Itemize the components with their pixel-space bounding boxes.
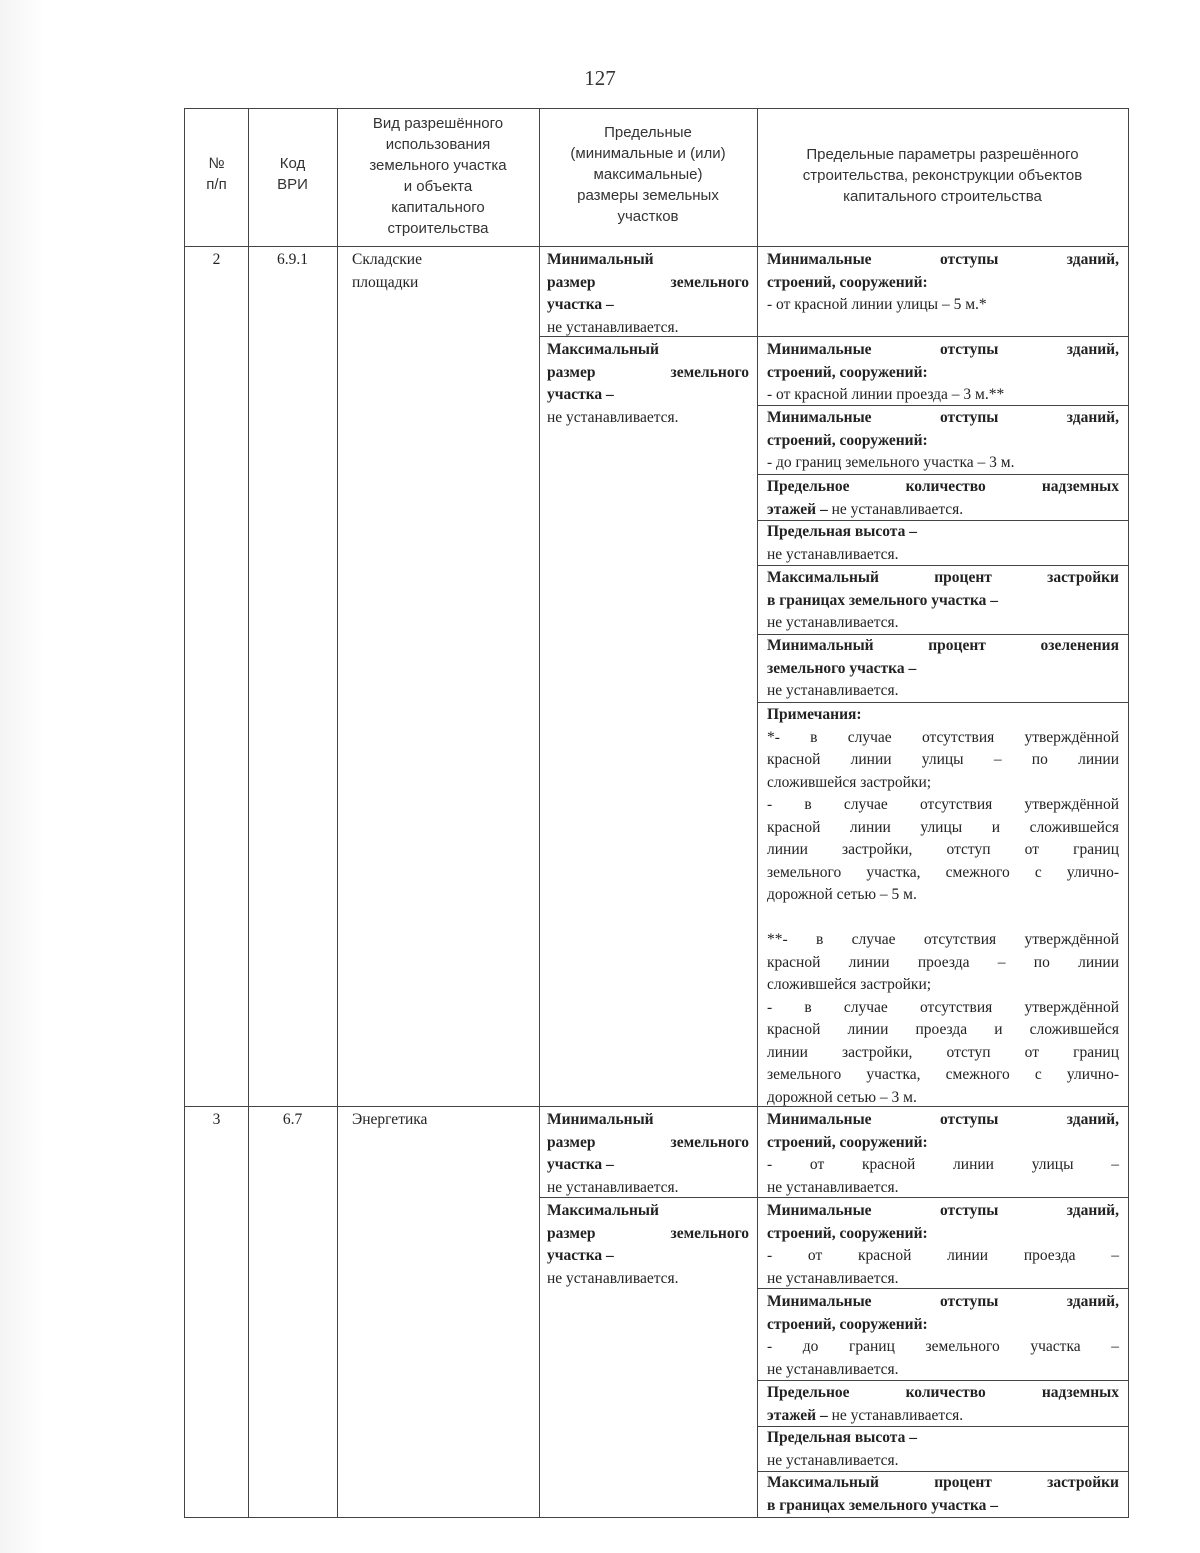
row-number: 3 <box>212 1111 221 1128</box>
header-type: Вид разрешённого использования земельного участка и объекта капитального строительства <box>369 115 507 237</box>
header-num: № п/п <box>206 155 227 193</box>
notes-cell: Примечания: *- в случае отсутствия утверждённой красной линии улицы – по линии сложившейся застройки; - в случае отсутствия утверждённой красной линии улицы и сложившейся линии застройки, отступ от границ земельного участка, смежного с улично- дорожной сетью – 5 м. **- в случае отсутствия утверждённой красной линии проезда – по линии сложившейся застройки; - в случае отсутствия утверждённой красной линии проезда и сложившейся линии застройки, отступ от границ земельного участка, смежного с улично- дорожной сетью – 3 м. <box>767 706 1119 1106</box>
size-cell-min: Минимальный размер земельного участка – не устанавливается. <box>547 251 749 336</box>
param-cell: Минимальные отступы зданий, строений, сооружений: - от красной линии улицы – не устанавливается. <box>767 1111 1119 1196</box>
column-divider <box>248 108 249 1518</box>
size-cell-max: Максимальный размер земельного участка – не устанавливается. <box>547 341 749 426</box>
column-divider <box>337 108 338 1518</box>
row-name: Складские площадки <box>352 251 422 291</box>
param-cell: Минимальные отступы зданий, строений, сооружений: - от красной линии проезда – не устанавливается. <box>767 1202 1119 1287</box>
param-cell: Предельная высота – не устанавливается. <box>767 523 917 563</box>
row-code: 6.9.1 <box>277 251 308 268</box>
scan-edge-shading <box>0 0 44 1553</box>
param-cell: Максимальный процент застройки в границах земельного участка – не устанавливается. <box>767 569 1119 631</box>
header-bottom-border <box>185 246 1128 247</box>
param-cell: Предельное количество надземных этажей – не устанавливается. <box>767 478 1119 518</box>
table-bottom-border <box>185 1517 1128 1518</box>
header-params: Предельные параметры разрешённого строительства, реконструкции объектов капитального строительства <box>802 146 1083 205</box>
parameters-table <box>184 108 1129 1518</box>
page-number: 127 <box>584 66 616 90</box>
param-cell: Минимальные отступы зданий, строений, сооружений: - от красной линии улицы – 5 м.* <box>767 251 1119 313</box>
size-cell-min: Минимальный размер земельного участка – не устанавливается. <box>547 1111 749 1196</box>
header-size: Предельные (минимальные и (или) максимальные) размеры земельных участков <box>570 124 726 225</box>
row-number: 2 <box>212 251 221 268</box>
cell-border <box>757 336 1128 337</box>
size-cell-max: Максимальный размер земельного участка – не устанавливается. <box>547 1202 749 1287</box>
param-cell: Минимальные отступы зданий, строений, сооружений: - до границ земельного участка – не устанавливается. <box>767 1293 1119 1378</box>
param-cell: Предельная высота – не устанавливается. <box>767 1429 917 1469</box>
table-top-border <box>185 108 1128 109</box>
param-cell: Минимальные отступы зданий, строений, сооружений: - от красной линии проезда – 3 м.** <box>767 341 1119 403</box>
header-code: Код ВРИ <box>277 155 308 193</box>
row-name: Энергетика <box>352 1111 428 1128</box>
column-divider <box>539 108 540 1518</box>
column-divider <box>757 108 758 1518</box>
param-cell: Максимальный процент застройки в границах земельного участка – <box>767 1474 1119 1514</box>
param-cell: Минимальный процент озеленения земельного участка – не устанавливается. <box>767 637 1119 699</box>
row-code: 6.7 <box>282 1111 303 1128</box>
param-cell: Предельное количество надземных этажей – не устанавливается. <box>767 1384 1119 1424</box>
param-cell: Минимальные отступы зданий, строений, сооружений: - до границ земельного участка – 3 м. <box>767 409 1119 471</box>
